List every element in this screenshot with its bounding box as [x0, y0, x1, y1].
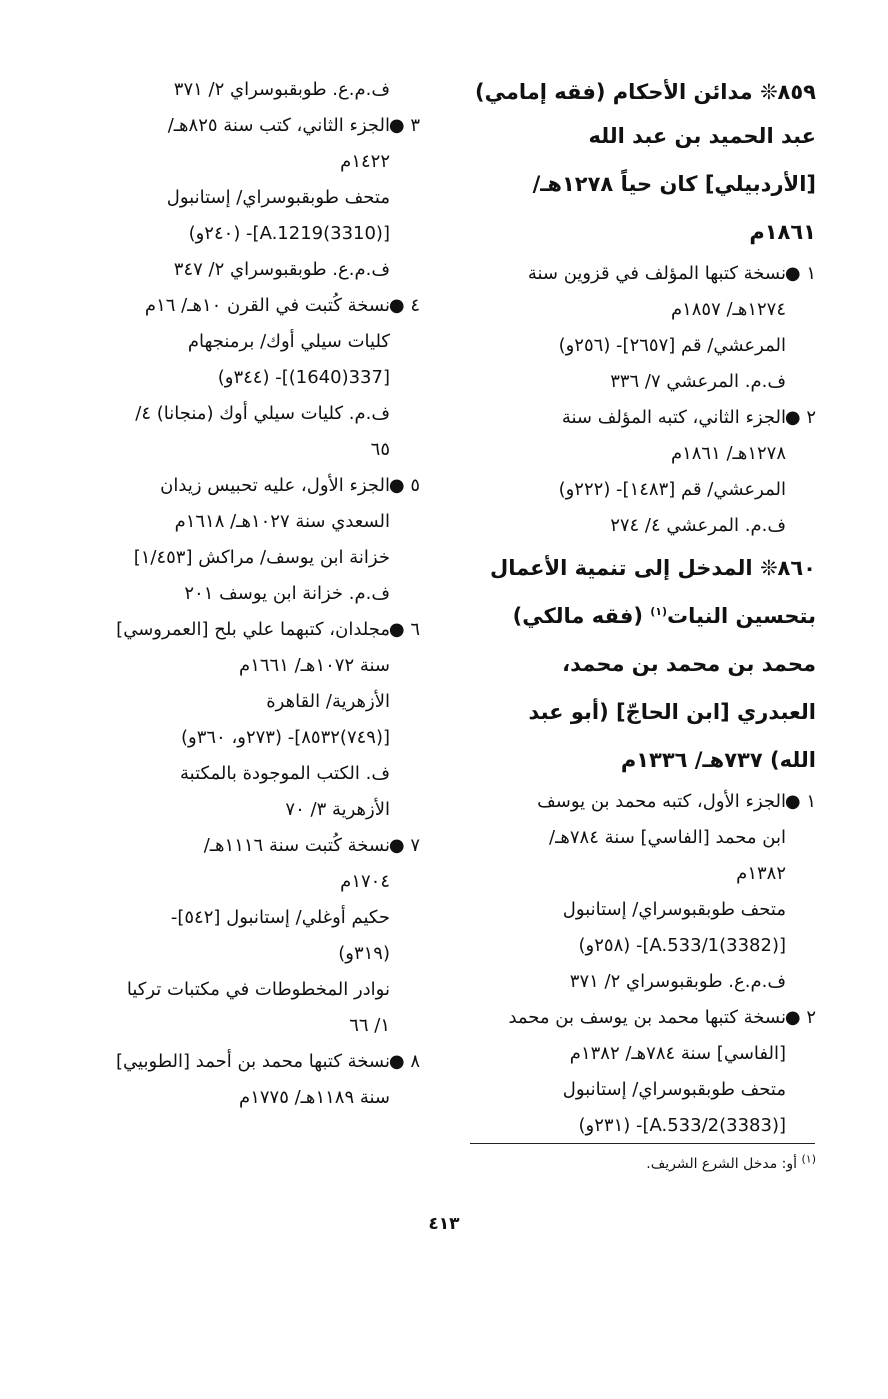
copy-entry-line [68, 468, 420, 504]
copy-number-marker: ٢ ● [784, 1007, 816, 1028]
copy-entry-line [68, 288, 420, 324]
copy-line-text: متحف طوبقبوسراي/ إستانبول [562, 1079, 786, 1100]
copy-line-text: ف.م. المرعشي ٤/ ٢٧٤ [610, 515, 786, 536]
copy-entry-line [68, 828, 420, 864]
right-column [468, 72, 816, 1144]
copy-line-text: ابن محمد [الفاسي] سنة ٧٨٤هـ/ [549, 827, 786, 848]
copy-line-text: ١٢٧٤هـ/ ١٨٥٧م [670, 299, 786, 320]
copy-entry-line [68, 1044, 420, 1080]
left-column [68, 72, 420, 1116]
copy-line-text: ف.م.ع. طوبقبوسراي ٢/ ٣٤٧ [173, 259, 390, 280]
copy-line-text: نسخة كتبها محمد بن يوسف بن محمد [508, 1007, 786, 1028]
entry-859-author-line: [الأردبيلي] كان حياً ١٢٧٨هـ/ [532, 172, 816, 196]
entry-860-heading-line2 [468, 592, 816, 640]
entry-860-title-tail: بتحسين النيات [667, 604, 816, 628]
copy-line-text: ١٧٠٤م [340, 871, 390, 892]
copy-line-text: الجزء الثاني، كتبه المؤلف سنة [561, 407, 786, 428]
footnote-separator [470, 1143, 815, 1144]
copy-line-text: الجزء الأول، كتبه محمد بن يوسف [537, 791, 786, 812]
copy-line-text: [(٧٤٩)٨٥٣٢]- (٢٧٣و، ٣٦٠و) [180, 727, 390, 748]
footnote-text: أو: مدخل الشرع الشريف. [646, 1156, 798, 1172]
copy-line-text: الأزهرية/ القاهرة [266, 691, 390, 712]
copy-line-text: سنة ١١٨٩هـ/ ١٧٧٥م [239, 1087, 390, 1108]
copy-number-marker: ٥ ● [388, 475, 420, 496]
copy-line-text: نسخة كُتبت سنة ١١١٦هـ/ [203, 835, 390, 856]
copy-line-text: ف.م. المرعشي ٧/ ٣٣٦ [610, 371, 786, 392]
copy-line-text: نسخة كتبها محمد بن أحمد [الطوبيي] [115, 1051, 390, 1072]
copy-entry-line [468, 1000, 816, 1036]
copy-number-marker: ٤ ● [388, 295, 420, 316]
copy-entry-line [68, 612, 420, 648]
copy-line-text: حكيم أوغلي/ إستانبول [٥٤٢]- [170, 907, 390, 928]
copy-line-text: [الفاسي] سنة ٧٨٤هـ/ ١٣٨٢م [569, 1043, 786, 1064]
copy-line-text: نوادر المخطوطات في مكتبات تركيا [126, 979, 390, 1000]
entry-859-heading: ٨٥٩❊ مدائن الأحكام (فقه إمامي) [475, 80, 816, 104]
copy-line-text: ١/ ٦٦ [349, 1015, 390, 1036]
copy-line-text: الجزء الثاني، كتب سنة ٨٢٥هـ/ [167, 115, 390, 136]
copy-line-text: المرعشي/ قم [٢٦٥٧]- (٢٥٦و) [558, 335, 786, 356]
entry-860-author-line: الله) ٧٣٧هـ/ ١٣٣٦م [620, 748, 816, 772]
entry-859-author-line: ١٨٦١م [749, 220, 816, 244]
copy-line-text: السعدي سنة ١٠٢٧هـ/ ١٦١٨م [174, 511, 390, 532]
copy-line-text: [337(1640)]- (٣٤٤و) [217, 367, 390, 388]
copy-number-marker: ٦ ● [388, 619, 420, 640]
entry-860-heading: ٨٦٠❊ المدخل إلى تنمية الأعمال [489, 556, 816, 580]
copy-number-marker: ٢ ● [784, 407, 816, 428]
copy-line-text: ١٣٨٢م [736, 863, 786, 884]
copy-line-text: ف.م.ع. طوبقبوسراي ٢/ ٣٧١ [173, 79, 390, 100]
entry-860-subject: (فقه مالكي) [512, 604, 651, 628]
copy-line-text: الأزهرية ٣/ ٧٠ [285, 799, 390, 820]
copy-line-text: متحف طوبقبوسراي/ إستانبول [166, 187, 390, 208]
copy-line-text: ف.م. خزانة ابن يوسف ٢٠١ [184, 583, 390, 604]
copy-line-text: ف. الكتب الموجودة بالمكتبة [180, 763, 390, 784]
footnote-reference: (١) [650, 605, 668, 618]
footnote [646, 1153, 816, 1175]
copy-line-text: خزانة ابن يوسف/ مراكش [١/٤٥٣] [133, 547, 390, 568]
copy-entry-line [468, 256, 816, 292]
copy-line-text: سنة ١٠٧٢هـ/ ١٦٦١م [239, 655, 390, 676]
copy-line-text: ف.م.ع. طوبقبوسراي ٢/ ٣٧١ [569, 971, 786, 992]
copy-number-marker: ١ ● [784, 263, 816, 284]
copy-line-text: ١٤٢٢م [340, 151, 390, 172]
copy-line-text: متحف طوبقبوسراي/ إستانبول [562, 899, 786, 920]
copy-line-text: ١٢٧٨هـ/ ١٨٦١م [670, 443, 786, 464]
copy-entry-line [468, 784, 816, 820]
footnote-number: (١) [801, 1152, 816, 1166]
entry-859-author-line: عبد الحميد بن عبد الله [588, 124, 816, 148]
copy-number-marker: ١ ● [784, 791, 816, 812]
copy-line-text: ٦٥ [370, 439, 390, 460]
copy-number-marker: ٧ ● [388, 835, 420, 856]
copy-line-text: (٣١٩و) [338, 943, 390, 964]
entry-860-author-line: العبدري [ابن الحاجّ] (أبو عبد [528, 700, 816, 724]
copy-number-marker: ٨ ● [388, 1051, 420, 1072]
page-number: ٤١٣ [428, 1214, 460, 1234]
copy-line-text: كليات سيلي أوك/ برمنجهام [187, 331, 390, 352]
copy-number-marker: ٣ ● [388, 115, 420, 136]
copy-line-text: نسخة كتبها المؤلف في قزوين سنة [527, 263, 786, 284]
copy-line-text: ف.م. كليات سيلي أوك (منجانا) ٤/ [135, 403, 390, 424]
copy-entry-line [68, 108, 420, 144]
copy-line-text: [A.533/2(3383)]- (٢٣١و) [578, 1115, 786, 1136]
entry-860-author-line: محمد بن محمد بن محمد، [562, 652, 816, 676]
copy-line-text: مجلدان، كتبهما علي بلح [العمروسي] [116, 619, 390, 640]
copy-line-text: نسخة كُتبت في القرن ١٠هـ/ ١٦م [144, 295, 390, 316]
copy-line-text: المرعشي/ قم [١٤٨٣]- (٢٢٢و) [558, 479, 786, 500]
copy-line-text: [A.1219(3310)]- (٢٤٠و) [188, 223, 390, 244]
copy-entry-line [468, 400, 816, 436]
copy-line-text: الجزء الأول، عليه تحبيس زيدان [160, 475, 390, 496]
copy-line-text: [A.533/1(3382)]- (٢٥٨و) [578, 935, 786, 956]
